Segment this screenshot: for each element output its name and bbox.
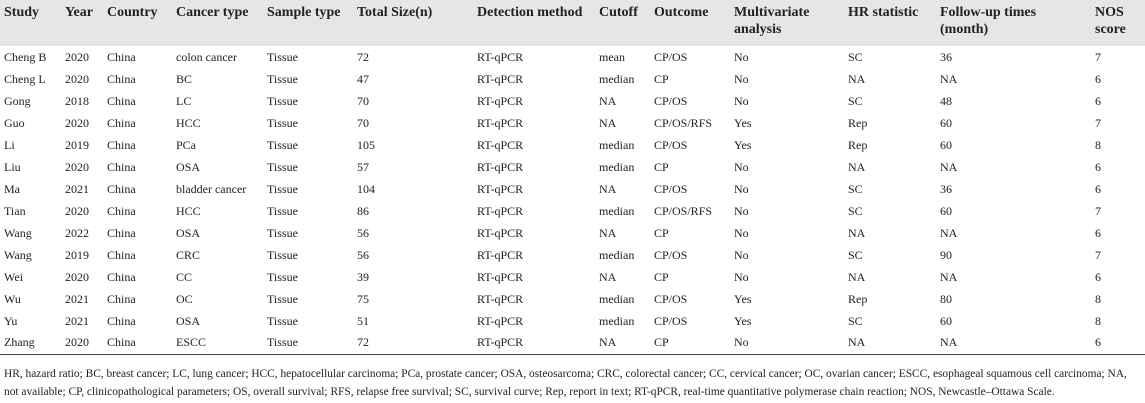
cell-multivariate-analysis: No: [734, 269, 749, 284]
cell-multivariate-analysis: Yes: [734, 137, 752, 152]
cell-hr-statistic: SC: [848, 247, 863, 262]
cell-sample-type: Tissue: [263, 332, 353, 354]
cell-cancer-type: HCC: [176, 203, 201, 218]
cell-year: 2020: [65, 203, 89, 218]
cell-study: Cheng B: [4, 49, 47, 64]
cell-year: 2022: [65, 225, 89, 240]
cell-hr-statistic: NA: [848, 225, 866, 240]
table-row: [0, 112, 1145, 134]
cell-multivariate-analysis: No: [730, 332, 844, 354]
table-header: [0, 0, 1145, 46]
cell-outcome: CP/OS: [654, 313, 688, 328]
cell-multivariate-analysis: No: [734, 225, 749, 240]
cell-country: China: [107, 71, 136, 86]
cell-hr-statistic: Rep: [848, 115, 868, 130]
cell-cancer-type: HCC: [176, 115, 201, 130]
cell-cancer-type: CRC: [176, 247, 201, 262]
cell-year: 2018: [65, 93, 89, 108]
cell-total-size: 72: [353, 332, 473, 354]
cell-total-size: 70: [357, 93, 369, 108]
cell-follow-up-times: 60: [940, 115, 952, 130]
table-row: [0, 156, 1145, 178]
cell-detection-method: RT-qPCR: [477, 181, 524, 196]
cell-cutoff: NA: [595, 332, 650, 354]
cell-sample-type: Tissue: [267, 247, 298, 262]
cell-nos-score: 6: [1095, 269, 1101, 284]
cell-multivariate-analysis: No: [734, 49, 749, 64]
cell-study: Yu: [4, 313, 18, 328]
table-body: [0, 46, 1145, 354]
cell-nos-score: 7: [1095, 49, 1101, 64]
cell-study: Wei: [4, 269, 24, 284]
cell-outcome: CP: [654, 269, 669, 284]
cell-nos-score: 6: [1095, 93, 1101, 108]
cell-nos-score: 6: [1095, 159, 1101, 174]
cell-cancer-type: ESCC: [172, 332, 263, 354]
cell-study: Zhang: [0, 332, 61, 354]
cell-cancer-type: OSA: [176, 225, 201, 240]
cell-multivariate-analysis: No: [734, 159, 749, 174]
cell-total-size: 105: [357, 137, 375, 152]
table-row: [0, 288, 1145, 310]
cell-sample-type: Tissue: [267, 49, 298, 64]
cell-country: China: [107, 291, 136, 306]
table-row: [0, 266, 1145, 288]
cell-year: 2020: [61, 332, 103, 354]
cell-country: China: [107, 137, 136, 152]
cell-detection-method: RT-qPCR: [477, 159, 524, 174]
cell-sample-type: Tissue: [267, 93, 298, 108]
cell-multivariate-analysis: Yes: [734, 313, 752, 328]
header-country: Country: [107, 5, 158, 20]
cell-multivariate-analysis: No: [734, 71, 749, 86]
cell-detection-method: RT-qPCR: [477, 313, 524, 328]
cell-follow-up-times: 36: [940, 181, 952, 196]
cell-outcome: CP/OS: [654, 93, 688, 108]
cell-nos-score: 6: [1095, 225, 1101, 240]
cell-nos-score: 7: [1095, 115, 1101, 130]
header-follow-up-times: Follow-up times (month): [940, 5, 1037, 37]
cell-country: China: [103, 332, 172, 354]
cell-outcome: CP/OS: [654, 49, 688, 64]
cell-cancer-type: OC: [176, 291, 193, 306]
cell-follow-up-times: NA: [940, 225, 958, 240]
cell-cutoff: NA: [599, 181, 617, 196]
cell-hr-statistic: NA: [848, 269, 866, 284]
table-row: [0, 332, 1145, 354]
header-cutoff: Cutoff: [599, 5, 638, 20]
cell-study: Wang: [4, 247, 32, 262]
header-outcome: Outcome: [654, 5, 709, 20]
cell-total-size: 51: [357, 313, 369, 328]
cell-outcome: CP/OS: [654, 137, 688, 152]
table-row: [0, 222, 1145, 244]
cell-year: 2021: [65, 291, 89, 306]
cell-year: 2019: [65, 247, 89, 262]
cell-year: 2021: [65, 181, 89, 196]
cell-nos-score: 8: [1095, 313, 1101, 328]
cell-follow-up-times: 80: [940, 291, 952, 306]
cell-total-size: 57: [357, 159, 369, 174]
cell-multivariate-analysis: No: [734, 247, 749, 262]
cell-outcome: CP/OS/RFS: [654, 203, 713, 218]
cell-cutoff: NA: [599, 225, 617, 240]
cell-cutoff: median: [599, 159, 635, 174]
cell-year: 2021: [65, 313, 89, 328]
cell-country: China: [107, 225, 136, 240]
cell-cutoff: median: [599, 71, 635, 86]
cell-cutoff: mean: [599, 49, 625, 64]
cell-study: Liu: [4, 159, 21, 174]
cell-follow-up-times: 90: [940, 247, 952, 262]
cell-year: 2020: [65, 71, 89, 86]
cell-hr-statistic: SC: [848, 313, 863, 328]
cell-follow-up-times: NA: [940, 269, 958, 284]
cell-cancer-type: PCa: [176, 137, 197, 152]
cell-country: China: [107, 247, 136, 262]
cell-study: Guo: [4, 115, 25, 130]
cell-multivariate-analysis: Yes: [734, 115, 752, 130]
cell-detection-method: RT-qPCR: [477, 71, 524, 86]
cell-outcome: CP: [654, 159, 669, 174]
cell-country: China: [107, 159, 136, 174]
table-row: [0, 46, 1145, 68]
cell-follow-up-times: 60: [940, 137, 952, 152]
cell-country: China: [107, 93, 136, 108]
cell-total-size: 72: [357, 49, 369, 64]
header-year: Year: [65, 5, 93, 20]
cell-total-size: 104: [357, 181, 375, 196]
cell-study: Cheng L: [4, 71, 46, 86]
table-row: [0, 178, 1145, 200]
cell-sample-type: Tissue: [267, 115, 298, 130]
cell-nos-score: 6: [1091, 332, 1145, 354]
table-row: [0, 134, 1145, 156]
cell-cancer-type: BC: [176, 71, 193, 86]
cell-cancer-type: OSA: [176, 159, 201, 174]
cell-country: China: [107, 313, 136, 328]
cell-hr-statistic: NA: [844, 332, 936, 354]
cell-cancer-type: CC: [176, 269, 193, 284]
table-row: [0, 68, 1145, 90]
cell-sample-type: Tissue: [267, 225, 298, 240]
cell-total-size: 86: [357, 203, 369, 218]
cell-country: China: [107, 203, 136, 218]
table-row: [0, 310, 1145, 332]
cell-sample-type: Tissue: [267, 291, 298, 306]
cell-study: Wu: [4, 291, 21, 306]
cell-cutoff: median: [599, 291, 635, 306]
cell-nos-score: 7: [1095, 203, 1101, 218]
cell-cancer-type: bladder cancer: [176, 181, 247, 196]
cell-cutoff: NA: [599, 115, 617, 130]
cell-study: Wang: [4, 225, 32, 240]
cell-total-size: 47: [357, 71, 369, 86]
cell-detection-method: RT-qPCR: [477, 137, 524, 152]
cell-detection-method: RT-qPCR: [477, 225, 524, 240]
cell-multivariate-analysis: Yes: [734, 291, 752, 306]
cell-total-size: 75: [357, 291, 369, 306]
header-row: [0, 0, 1145, 46]
cell-total-size: 39: [357, 269, 369, 284]
cell-nos-score: 8: [1095, 291, 1101, 306]
cell-country: China: [107, 181, 136, 196]
header-study: Study: [4, 5, 40, 20]
cell-cutoff: median: [599, 313, 635, 328]
cell-outcome: CP/OS/RFS: [654, 115, 713, 130]
cell-year: 2020: [65, 159, 89, 174]
cell-detection-method: RT-qPCR: [477, 93, 524, 108]
cell-year: 2020: [65, 115, 89, 130]
cell-country: China: [107, 269, 136, 284]
cell-outcome: CP: [650, 332, 730, 354]
cell-follow-up-times: 60: [940, 203, 952, 218]
cell-outcome: CP/OS: [654, 181, 688, 196]
cell-nos-score: 6: [1095, 181, 1101, 196]
cell-hr-statistic: SC: [848, 181, 863, 196]
cell-year: 2020: [65, 269, 89, 284]
cell-follow-up-times: 60: [940, 313, 952, 328]
cell-cancer-type: OSA: [176, 313, 201, 328]
cell-hr-statistic: Rep: [848, 291, 868, 306]
cell-study: Li: [4, 137, 15, 152]
cell-sample-type: Tissue: [267, 137, 298, 152]
table-row: [0, 244, 1145, 266]
table-footnote: HR, hazard ratio; BC, breast cancer; LC, lung cancer; HCC, hepatocellular carcinoma; PCa, prostate cancer; OSA, osteosarcoma; CRC, colorectal cancer; CC, cervical cancer; OC, ovarian cancer; ESCC, esophageal squamous cell carcinoma; NA, not available; CP, clinicopathological parameters; OS, overall survival; RFS, relapse free survival; SC, survival curve; Rep, report in text; RT-qPCR, real-time quantitative polymerase chain reaction; NOS, Newcastle–Ottawa Scale.: [4, 367, 1127, 398]
header-sample-type: Sample type: [267, 5, 341, 20]
table-row: [0, 200, 1145, 222]
cell-cancer-type: colon cancer: [176, 49, 237, 64]
header-hr-statistic: HR statistic: [848, 5, 919, 20]
cell-hr-statistic: SC: [848, 203, 863, 218]
cell-sample-type: Tissue: [267, 203, 298, 218]
cell-follow-up-times: NA: [940, 159, 958, 174]
cell-follow-up-times: NA: [940, 71, 958, 86]
cell-nos-score: 7: [1095, 247, 1101, 262]
table-row: [0, 90, 1145, 112]
header-nos-score: NOS score: [1095, 5, 1126, 37]
cell-hr-statistic: NA: [848, 159, 866, 174]
cell-study: Ma: [4, 181, 20, 196]
cell-total-size: 56: [357, 247, 369, 262]
cell-follow-up-times: NA: [936, 332, 1091, 354]
header-cancer-type: Cancer type: [176, 5, 249, 20]
cell-detection-method: RT-qPCR: [477, 115, 524, 130]
cell-follow-up-times: 36: [940, 49, 952, 64]
cell-total-size: 56: [357, 225, 369, 240]
cell-outcome: CP: [654, 71, 669, 86]
cell-detection-method: RT-qPCR: [477, 291, 524, 306]
cell-sample-type: Tissue: [267, 159, 298, 174]
cell-cutoff: NA: [599, 269, 617, 284]
cell-cutoff: median: [599, 203, 635, 218]
cell-cutoff: median: [599, 137, 635, 152]
cell-nos-score: 6: [1095, 71, 1101, 86]
cell-multivariate-analysis: No: [734, 181, 749, 196]
cell-detection-method: RT-qPCR: [477, 203, 524, 218]
cell-multivariate-analysis: No: [734, 93, 749, 108]
cell-study: Tian: [4, 203, 26, 218]
header-total-size: Total Size(n): [357, 5, 433, 20]
cell-cutoff: NA: [599, 93, 617, 108]
header-detection-method: Detection method: [477, 5, 583, 20]
cell-outcome: CP: [654, 225, 669, 240]
cell-country: China: [107, 49, 136, 64]
cell-year: 2020: [65, 49, 89, 64]
cell-study: Gong: [4, 93, 31, 108]
cell-hr-statistic: SC: [848, 93, 863, 108]
cell-sample-type: Tissue: [267, 181, 298, 196]
cell-detection-method: RT-qPCR: [477, 49, 524, 64]
cell-hr-statistic: NA: [848, 71, 866, 86]
cell-outcome: CP/OS: [654, 247, 688, 262]
header-multivariate-analysis: Multivariate analysis: [734, 5, 810, 37]
cell-sample-type: Tissue: [267, 313, 298, 328]
cell-sample-type: Tissue: [267, 269, 298, 284]
cell-cutoff: median: [599, 247, 635, 262]
cell-nos-score: 8: [1095, 137, 1101, 152]
cell-cancer-type: LC: [176, 93, 192, 108]
cell-outcome: CP/OS: [654, 291, 688, 306]
cell-detection-method: RT-qPCR: [477, 247, 524, 262]
cell-detection-method: RT-qPCR: [473, 332, 595, 354]
cell-sample-type: Tissue: [267, 71, 298, 86]
cell-hr-statistic: SC: [848, 49, 863, 64]
cell-country: China: [107, 115, 136, 130]
cell-multivariate-analysis: No: [734, 203, 749, 218]
cell-detection-method: RT-qPCR: [477, 269, 524, 284]
cell-total-size: 70: [357, 115, 369, 130]
cell-hr-statistic: Rep: [848, 137, 868, 152]
cell-follow-up-times: 48: [940, 93, 952, 108]
cell-year: 2019: [65, 137, 89, 152]
